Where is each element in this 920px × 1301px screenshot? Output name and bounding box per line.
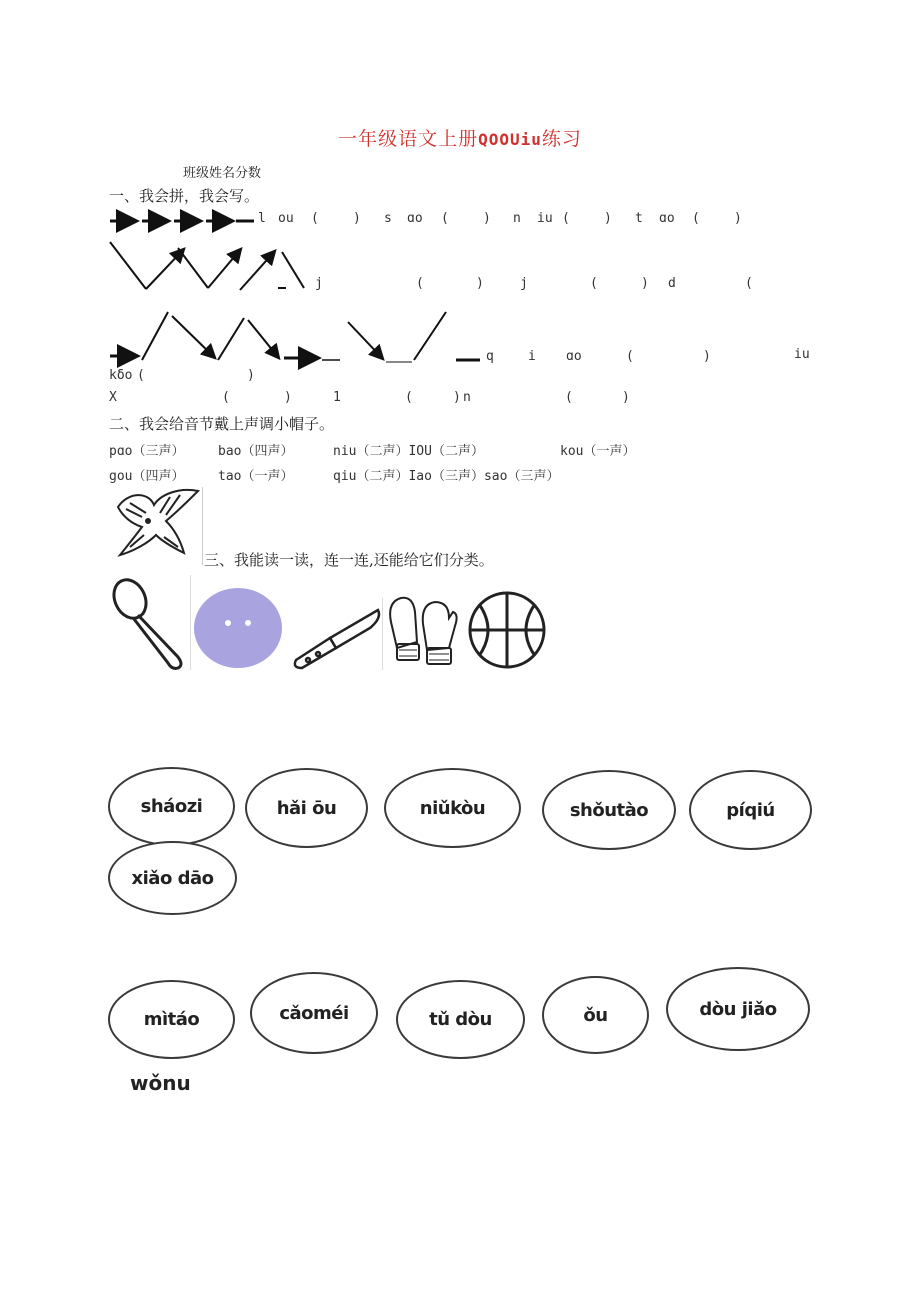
pinyin-initial: X bbox=[109, 390, 117, 405]
title-prefix: 一年级语文上册 bbox=[338, 128, 479, 150]
pinyin-oval[interactable]: niǔkòu bbox=[384, 768, 521, 848]
pinyin-final: iu bbox=[794, 347, 810, 362]
tone-item: niu（二声）IOU（二声） bbox=[333, 444, 484, 459]
section1-heading: 一、我会拼，我会写。 bbox=[109, 187, 260, 205]
zigzag-row-3 bbox=[110, 312, 480, 362]
answer-paren-open: ( bbox=[405, 390, 413, 405]
ball-picture bbox=[192, 585, 286, 671]
tone-item: kou（一声） bbox=[560, 444, 636, 459]
pinyin-final: ou bbox=[278, 211, 294, 226]
answer-paren-close: ) bbox=[284, 390, 292, 405]
answer-paren-open: ( bbox=[626, 349, 634, 364]
section2-heading: 二、我会给音节戴上声调小帽子。 bbox=[109, 415, 335, 433]
title-code: QOOUiu bbox=[478, 130, 542, 149]
pinyin-initial: s bbox=[384, 211, 392, 226]
pinyin-oval[interactable]: ǒu bbox=[542, 976, 649, 1054]
pinyin-oval[interactable]: shǒutào bbox=[542, 770, 676, 850]
pinyin-initial: n bbox=[463, 390, 471, 405]
answer-paren-close: ) bbox=[483, 211, 491, 226]
bird-icon bbox=[108, 487, 202, 565]
pinyin-oval[interactable]: mìtáo bbox=[108, 980, 235, 1059]
answer-paren-close: ) bbox=[641, 276, 649, 291]
title-suffix: 练习 bbox=[541, 128, 582, 150]
ball-icon bbox=[192, 585, 286, 671]
pinyin-initial: n bbox=[513, 211, 521, 226]
answer-paren-close: ) bbox=[622, 390, 630, 405]
pinyin-initial: t bbox=[635, 211, 643, 226]
pinyin-final: ɑo bbox=[407, 211, 423, 226]
answer-paren-open: ( bbox=[745, 276, 753, 291]
mittens-picture bbox=[383, 592, 463, 670]
answer-paren-open: ( bbox=[137, 368, 145, 383]
pinyin-oval[interactable]: tǔ dòu bbox=[396, 980, 525, 1059]
answer-paren-open: ( bbox=[222, 390, 230, 405]
pinyin-word: wǒnu bbox=[130, 1071, 191, 1095]
answer-paren-open: ( bbox=[416, 276, 424, 291]
pinyin-initial: d bbox=[668, 276, 676, 291]
basketball-icon bbox=[463, 590, 553, 670]
pinyin-oval[interactable]: cǎoméi bbox=[250, 972, 378, 1054]
answer-paren-open: ( bbox=[562, 211, 570, 226]
basketball-picture bbox=[463, 590, 553, 670]
spoon-picture bbox=[108, 575, 191, 670]
pinyin-final: iu bbox=[537, 211, 553, 226]
section3-heading: 三、我能读一读，连一连,还能给它们分类。 bbox=[204, 551, 494, 569]
zigzag-row-2 bbox=[110, 242, 304, 290]
answer-paren-close: ) bbox=[604, 211, 612, 226]
pinyin-oval[interactable]: píqiú bbox=[689, 770, 812, 850]
answer-paren-open: ( bbox=[590, 276, 598, 291]
knife-icon bbox=[290, 598, 382, 670]
tone-item: bao（四声） bbox=[218, 444, 294, 459]
answer-paren-close: ) bbox=[353, 211, 361, 226]
answer-paren-close: ) bbox=[734, 211, 742, 226]
pinyin-medial: i bbox=[528, 349, 536, 364]
answer-paren-close: ) bbox=[476, 276, 484, 291]
pinyin-initial: q bbox=[486, 349, 494, 364]
pinyin-final: ɑo bbox=[659, 211, 675, 226]
pinyin-syllable: kδo bbox=[109, 368, 133, 383]
tone-item: qiu（二声）Iao（三声）sao（三声） bbox=[333, 469, 560, 484]
pinyin-oval[interactable]: sháozi bbox=[108, 767, 235, 846]
pinyin-initial: j bbox=[315, 276, 323, 291]
pinyin-oval[interactable]: xiǎo dāo bbox=[108, 841, 237, 915]
answer-paren-open: ( bbox=[441, 211, 449, 226]
knife-picture bbox=[290, 598, 383, 670]
answer-paren-open: ( bbox=[565, 390, 573, 405]
bird-picture bbox=[108, 487, 203, 565]
pinyin-initial: l bbox=[258, 211, 266, 226]
tone-item: tao（一声） bbox=[218, 469, 294, 484]
tone-item: gou（四声） bbox=[109, 469, 185, 484]
class-name-score-line: 班级姓名分数 bbox=[183, 166, 262, 181]
pinyin-final: ɑo bbox=[566, 349, 582, 364]
tone-item: pɑo（三声） bbox=[109, 444, 185, 459]
answer-paren-close: ) bbox=[703, 349, 711, 364]
answer-paren-open: ( bbox=[692, 211, 700, 226]
mittens-icon bbox=[383, 592, 463, 670]
pinyin-oval[interactable]: dòu jiǎo bbox=[666, 967, 810, 1051]
pinyin-oval[interactable]: hǎi ōu bbox=[245, 768, 368, 848]
answer-paren-close: ) bbox=[247, 368, 255, 383]
pinyin-initial: 1 bbox=[333, 390, 341, 405]
pinyin-initial: j bbox=[520, 276, 528, 291]
spoon-icon bbox=[108, 575, 190, 670]
answer-paren-close: ) bbox=[453, 390, 461, 405]
answer-paren-open: ( bbox=[311, 211, 319, 226]
